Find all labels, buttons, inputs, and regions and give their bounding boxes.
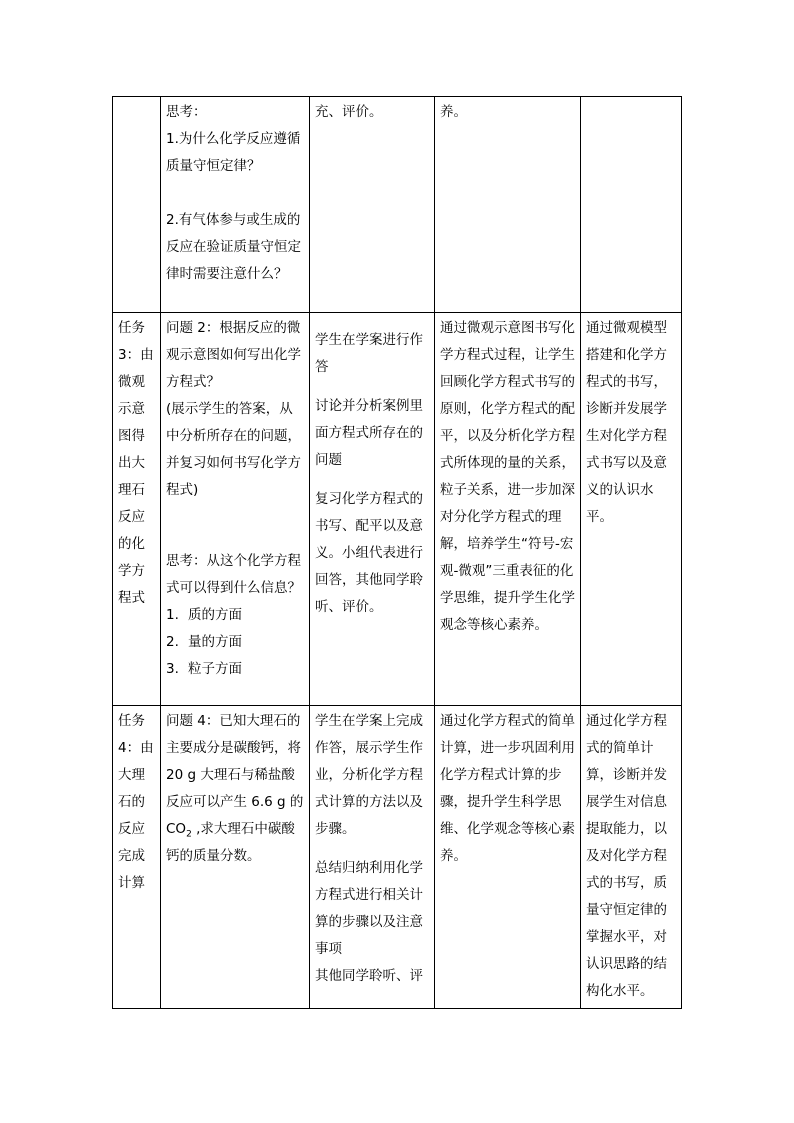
activity-paragraph: 学生在学案上完成作答，展示学生作业，分析化学方程式计算的方法以及步骤。: [315, 713, 423, 837]
list-item: 3. 粒子方面: [166, 661, 242, 677]
task-cell: [113, 97, 161, 313]
question-2: 问题 2：根据反应的微观示意图如何写出化学方程式？: [166, 320, 301, 390]
think-question-2: 2.有气体参与或生成的反应在验证质量守恒定律时需要注意什么？: [166, 212, 301, 282]
activity-paragraph: 复习化学方程式的书写、配平以及意义。小组代表进行回答，其他同学聆听、评价。: [315, 491, 423, 615]
question-4: 问题 4：已知大理石的主要成分是碳酸钙，将 20 g 大理石与稀盐酸反应可以产生 6.6 g 的 $CO_2$ ,求大理石中碳酸钙的质量分数。: [166, 713, 304, 864]
table-row: [113, 313, 682, 706]
think-header: 思考：: [166, 104, 207, 120]
lesson-plan-table: [112, 96, 682, 1009]
think-question: 思考：从这个化学方程式可以得到什么信息？: [166, 553, 301, 596]
evaluation-cell: 通过化学方程式的简单计算，诊断并发展学生对信息提取能力，以及对化学方程式的书写，质量守恒定律的掌握水平，对认识思路的结构化水平。: [581, 706, 682, 1009]
table-row: [113, 706, 682, 1009]
intent-cell: 通过化学方程式的简单计算，进一步巩固利用化学方程式计算的步骤，提升学生科学思维、化学观念等核心素养。: [435, 706, 581, 1009]
evaluation-cell: 通过微观模型搭建和化学方程式的书写，诊断并发展学生对化学方程式书写以及意义的认识水平。: [581, 313, 682, 706]
question-note: (展示学生的答案，从中分析所存在的问题，并复习如何书写化学方程式): [166, 401, 301, 498]
table-row: [113, 97, 682, 313]
activity-cell: 充、评价。: [310, 97, 435, 313]
question-cell: [161, 706, 310, 1009]
intent-cell: 通过微观示意图书写化学方程式过程，让学生回顾化学方程式书写的原则，化学方程式的配平，以及分析化学方程式所体现的量的关系，粒子关系，进一步加深对分化学方程式的理解，培养学生“符号-宏观-微观”三重表征的化学思维，提升学生化学观念等核心素养。: [435, 313, 581, 706]
activity-paragraph: 总结归纳利用化学方程式进行相关计算的步骤以及注意事项: [315, 860, 423, 957]
list-item: 2. 量的方面: [166, 634, 242, 650]
question-cell: [161, 313, 310, 706]
activity-cell: [310, 313, 435, 706]
task-cell: 任务3：由微观示意图得出大理石反应的化学方程式: [113, 313, 161, 706]
think-question-1: 1.为什么化学反应遵循质量守恒定律？: [166, 131, 301, 174]
activity-paragraph: 学生在学案进行作答: [315, 332, 423, 375]
activity-paragraph: 讨论并分析案例里面方程式所存在的问题: [315, 398, 423, 468]
activity-paragraph: 其他同学聆听、评: [315, 968, 423, 984]
intent-cell: 养。: [435, 97, 581, 313]
task-cell: 任务4：由大理石的反应完成计算: [113, 706, 161, 1009]
list-item: 1. 质的方面: [166, 607, 242, 623]
activity-cell: [310, 706, 435, 1009]
question-cell: [161, 97, 310, 313]
evaluation-cell: [581, 97, 682, 313]
